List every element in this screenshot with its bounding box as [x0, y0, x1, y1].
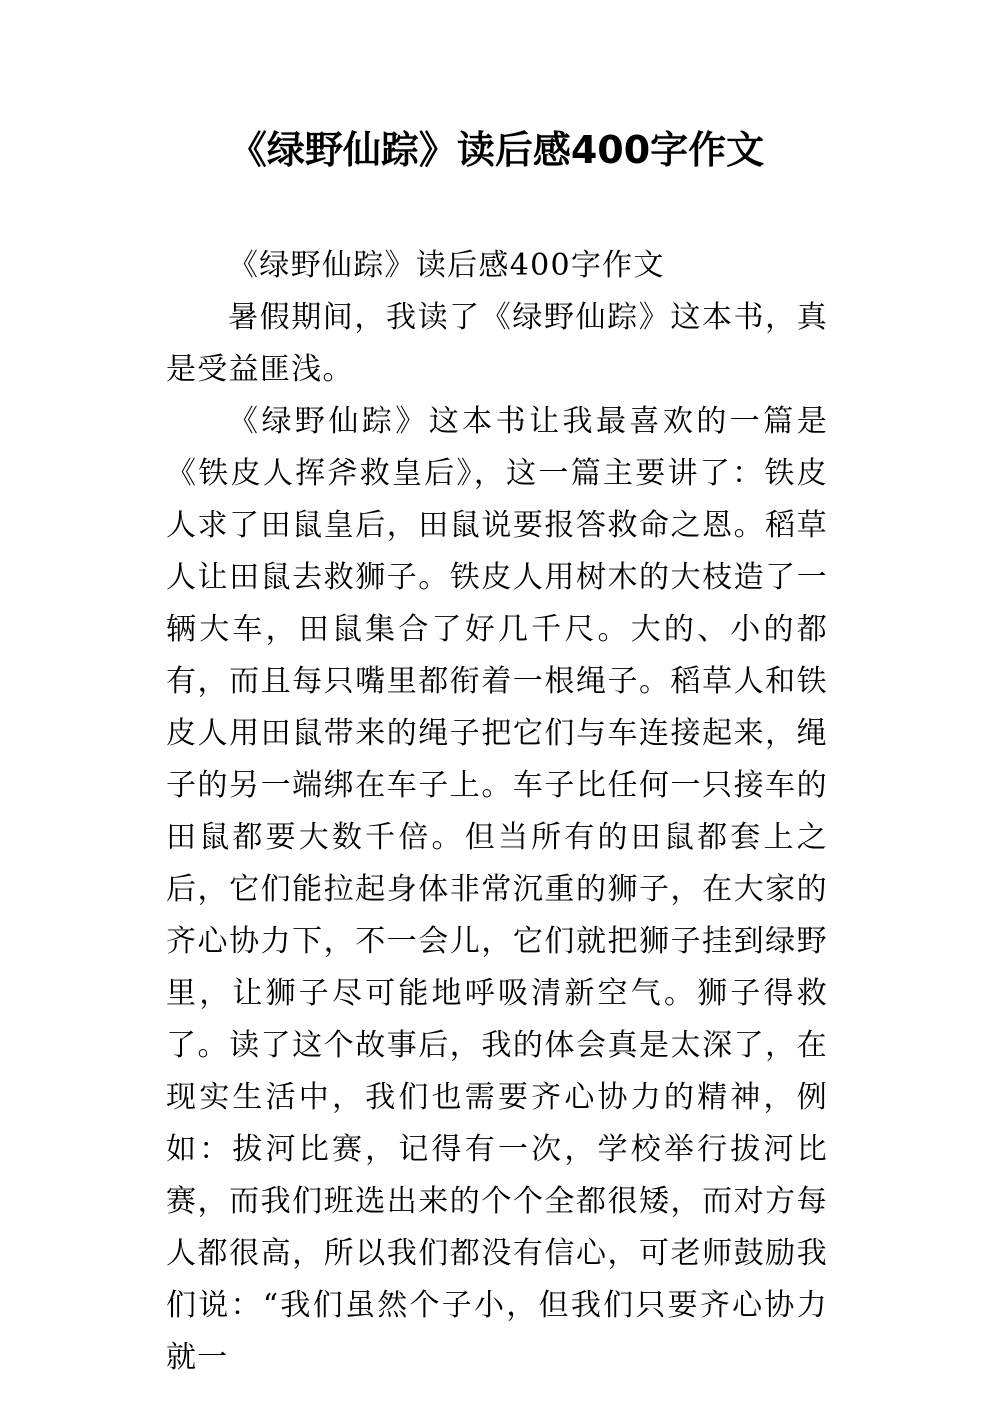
paragraph-intro: 暑假期间，我读了《绿野仙踪》这本书，真是受益匪浅。 [166, 300, 828, 387]
paragraph-subtitle: 《绿野仙踪》读后感400字作文 [228, 248, 665, 283]
document-body [166, 240, 828, 1384]
document-title: 《绿野仙踪》读后感400字作文 [228, 128, 765, 172]
paragraph-story: 《绿野仙踪》这本书让我最喜欢的一篇是《铁皮人挥斧救皇后》，这一篇主要讲了：铁皮人求了田鼠皇后，田鼠说要报答救命之恩。稻草人让田鼠去救狮子。铁皮人用树木的大枝造了一辆大车，田鼠集合了好几千尺。大的、小的都有，而且每只嘴里都衔着一根绳子。稻草人和铁皮人用田鼠带来的绳子把它们与车连接起来，绳子的另一端绑在车子上。车子比任何一只接车的田鼠都要大数千倍。但当所有的田鼠都套上之后，它们能拉起身体非常沉重的狮子，在大家的齐心协力下，不一会儿，它们就把狮子挂到绿野里，让狮子尽可能地呼吸清新空气。狮子得救了。读了这个故事后，我的体会真是太深了，在现实生活中，我们也需要齐心协力的精神，例如：拔河比赛，记得有一次，学校举行拔河比赛，而我们班选出来的个个全都很矮，而对方每人都很高，所以我们都没有信心，可老师鼓励我们说：“我们虽然个子小，但我们只要齐心协力就一 [166, 404, 828, 1375]
